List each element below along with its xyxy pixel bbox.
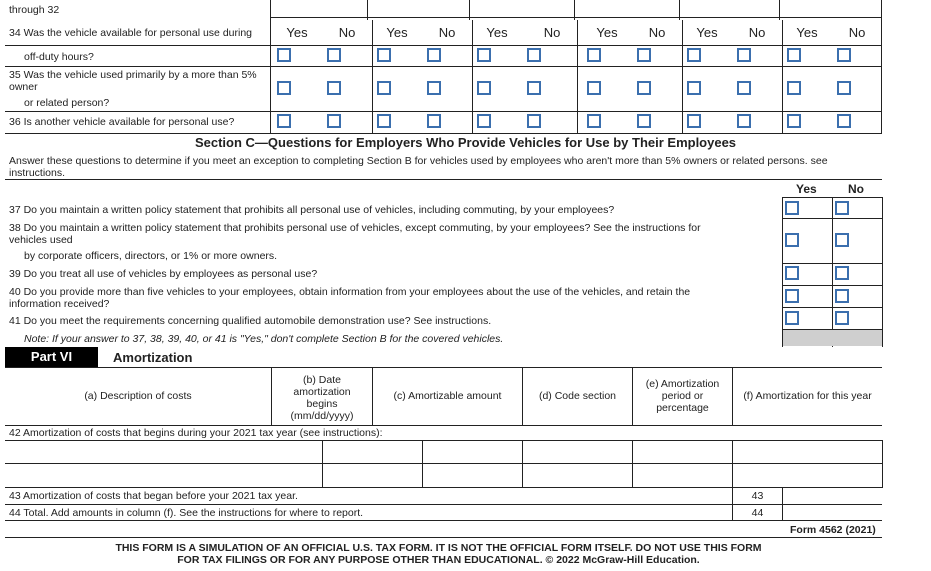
line-36-vehicle-d-no-checkbox[interactable]: [637, 114, 651, 128]
line-36-vehicle-a-no-checkbox[interactable]: [327, 114, 341, 128]
question-39-yes-checkbox[interactable]: [785, 266, 799, 280]
section-c-title: Section C—Questions for Employers Who Provide Vehicles for Use by Their Employees: [194, 135, 737, 150]
question-40-label-cont: information received?: [9, 298, 110, 310]
line-35-vehicle-a-no-checkbox[interactable]: [327, 81, 341, 95]
line-42-row-2-date-input[interactable]: [323, 464, 421, 486]
line-36-vehicle-f-yes-checkbox[interactable]: [787, 114, 801, 128]
line-36-vehicle-e-yes-checkbox[interactable]: [687, 114, 701, 128]
line-36-vehicle-c-no-checkbox[interactable]: [527, 114, 541, 128]
question-41-no-checkbox[interactable]: [835, 311, 849, 325]
line-36-vehicle-b-yes-checkbox[interactable]: [377, 114, 391, 128]
column-e-header-line-3: percentage: [656, 402, 709, 414]
line-42-row-2-amount-input[interactable]: [423, 464, 521, 486]
question-40-no-checkbox[interactable]: [835, 289, 849, 303]
column-e-header-line-1: (e) Amortization: [645, 378, 720, 390]
question-40-yes-checkbox[interactable]: [785, 289, 799, 303]
line-36-vehicle-a-yes-checkbox[interactable]: [277, 114, 291, 128]
line-42-label: 42 Amortization of costs that begins during your 2021 tax year (see instructions):: [9, 427, 383, 439]
section-c-yes-header: Yes: [796, 182, 817, 196]
line-42-row-1-amortization-input[interactable]: [733, 441, 881, 462]
vehicle-e-yes-header: Yes: [696, 25, 718, 40]
line-43-amount-input[interactable]: [783, 488, 881, 503]
column-b-header-line-1: (b) Date: [303, 374, 341, 386]
disclaimer-line-1: THIS FORM IS A SIMULATION OF AN OFFICIAL U.S. TAX FORM. IT IS NOT THE OFFICIAL FORM ITSELF. DO NOT USE THIS FORM: [115, 542, 762, 554]
question-39-no-checkbox[interactable]: [835, 266, 849, 280]
line-34-vehicle-b-yes-checkbox[interactable]: [377, 48, 391, 62]
vehicle-b-yes-header: Yes: [386, 25, 408, 40]
line-34-vehicle-d-yes-checkbox[interactable]: [587, 48, 601, 62]
line-35-label-cont: owner: [9, 81, 38, 93]
column-b-header-line-2: amortization: [293, 386, 351, 398]
line-34-vehicle-c-no-checkbox[interactable]: [527, 48, 541, 62]
vehicle-c-no-header: No: [543, 25, 561, 40]
line-35-vehicle-e-yes-checkbox[interactable]: [687, 81, 701, 95]
line-44-label: 44 Total. Add amounts in column (f). See the instructions for where to report.: [9, 507, 364, 519]
question-38-label-cont2: by corporate officers, directors, or 1% or more owners.: [24, 250, 278, 262]
line-35-label-cont2: or related person?: [24, 97, 110, 109]
line-35-vehicle-f-yes-checkbox[interactable]: [787, 81, 801, 95]
question-37-label: 37 Do you maintain a written policy statement that prohibits all personal use of vehicles, including commuting, by your employees?: [9, 204, 615, 216]
question-41-label: 41 Do you meet the requirements concerning qualified automobile demonstration use? See instructions.: [9, 315, 492, 327]
vehicle-c-yes-header: Yes: [486, 25, 508, 40]
disclaimer-line-2: FOR TAX FILINGS OR FOR ANY PURPOSE OTHER THAN EDUCATIONAL. © 2022 McGraw-Hill Education.: [177, 554, 700, 566]
question-37-no-checkbox[interactable]: [835, 201, 849, 215]
line-35-vehicle-c-no-checkbox[interactable]: [527, 81, 541, 95]
column-b-header-line-4: (mm/dd/yyyy): [290, 410, 354, 422]
line-35-vehicle-d-no-checkbox[interactable]: [637, 81, 651, 95]
line-35-vehicle-f-no-checkbox[interactable]: [837, 81, 851, 95]
line-42-row-2-description-input[interactable]: [6, 464, 321, 486]
line-42-row-1-code-input[interactable]: [523, 441, 631, 462]
column-d-header: (d) Code section: [538, 390, 617, 402]
line-33-tail: through 32: [9, 4, 60, 16]
vehicle-a-yes-header: Yes: [286, 25, 308, 40]
part-vi-title: Amortization: [113, 350, 193, 365]
question-38-yes-checkbox[interactable]: [785, 233, 799, 247]
question-38-no-checkbox[interactable]: [835, 233, 849, 247]
line-34-vehicle-e-yes-checkbox[interactable]: [687, 48, 701, 62]
line-44-number: 44: [751, 507, 764, 519]
column-c-header: (c) Amortizable amount: [393, 390, 502, 402]
section-c-note: Note: If your answer to 37, 38, 39, 40, or 41 is "Yes," don't complete Section B for the covered vehicles.: [24, 333, 504, 345]
vehicle-f-yes-header: Yes: [796, 25, 818, 40]
line-43-number: 43: [751, 490, 764, 502]
line-34-vehicle-a-no-checkbox[interactable]: [327, 48, 341, 62]
column-f-header: (f) Amortization for this year: [743, 390, 872, 402]
section-c-no-header: No: [848, 182, 864, 196]
line-42-row-1-description-input[interactable]: [6, 441, 321, 462]
vehicle-e-no-header: No: [748, 25, 766, 40]
question-41-yes-checkbox[interactable]: [785, 311, 799, 325]
line-34-vehicle-f-no-checkbox[interactable]: [837, 48, 851, 62]
line-34-vehicle-b-no-checkbox[interactable]: [427, 48, 441, 62]
form-id: Form 4562 (2021): [790, 524, 876, 536]
line-44-amount-input[interactable]: [783, 505, 881, 519]
line-35-vehicle-d-yes-checkbox[interactable]: [587, 81, 601, 95]
question-38-label: 38 Do you maintain a written policy statement that prohibits personal use of vehicles, except commuting, by your employees? See the instructions for: [9, 222, 701, 234]
column-e-header-line-2: period or: [661, 390, 704, 402]
line-42-row-1-amount-input[interactable]: [423, 441, 521, 462]
section-c-intro-cont: instructions.: [9, 167, 66, 179]
line-35-vehicle-e-no-checkbox[interactable]: [737, 81, 751, 95]
line-42-row-2-code-input[interactable]: [523, 464, 631, 486]
line-42-row-2-period-input[interactable]: [633, 464, 731, 486]
section-c-intro: Answer these questions to determine if you meet an exception to completing Section B for vehicles used by employees who aren't more than 5% owners or related persons. see: [9, 155, 828, 167]
note-shaded-cell: [783, 330, 882, 346]
question-39-label: 39 Do you treat all use of vehicles by employees as personal use?: [9, 268, 318, 280]
question-40-label: 40 Do you provide more than five vehicles to your employees, obtain information from your employees about the use of the vehicles, and retain the: [9, 286, 691, 298]
line-34-label: 34 Was the vehicle available for personal use during: [9, 27, 253, 39]
line-34-vehicle-a-yes-checkbox[interactable]: [277, 48, 291, 62]
column-b-header: [272, 374, 372, 422]
line-35-vehicle-c-yes-checkbox[interactable]: [477, 81, 491, 95]
line-34-vehicle-e-no-checkbox[interactable]: [737, 48, 751, 62]
line-34-vehicle-f-yes-checkbox[interactable]: [787, 48, 801, 62]
line-35-vehicle-b-yes-checkbox[interactable]: [377, 81, 391, 95]
line-36-vehicle-b-no-checkbox[interactable]: [427, 114, 441, 128]
line-34-vehicle-d-no-checkbox[interactable]: [637, 48, 651, 62]
line-36-vehicle-f-no-checkbox[interactable]: [837, 114, 851, 128]
line-35-vehicle-a-yes-checkbox[interactable]: [277, 81, 291, 95]
line-36-vehicle-e-no-checkbox[interactable]: [737, 114, 751, 128]
line-35-vehicle-b-no-checkbox[interactable]: [427, 81, 441, 95]
vehicle-a-no-header: No: [338, 25, 356, 40]
line-42-row-1-period-input[interactable]: [633, 441, 731, 462]
vehicle-b-no-header: No: [438, 25, 456, 40]
line-43-label: 43 Amortization of costs that began before your 2021 tax year.: [9, 490, 298, 502]
column-a-header: (a) Description of costs: [84, 390, 192, 402]
line-42-row-1-date-input[interactable]: [323, 441, 421, 462]
vehicle-d-no-header: No: [648, 25, 666, 40]
line-36-vehicle-c-yes-checkbox[interactable]: [477, 114, 491, 128]
vehicle-d-yes-header: Yes: [596, 25, 618, 40]
line-42-row-2-amortization-input[interactable]: [733, 464, 881, 486]
line-36-vehicle-d-yes-checkbox[interactable]: [587, 114, 601, 128]
question-37-yes-checkbox[interactable]: [785, 201, 799, 215]
line-35-label: 35 Was the vehicle used primarily by a more than 5%: [9, 69, 257, 81]
line-34-label-cont: off-duty hours?: [24, 51, 94, 63]
question-38-label-cont: vehicles used: [9, 234, 73, 246]
vehicle-f-no-header: No: [848, 25, 866, 40]
column-e-header: [633, 378, 732, 414]
line-34-vehicle-c-yes-checkbox[interactable]: [477, 48, 491, 62]
part-vi-tag-label: Part VI: [30, 349, 73, 364]
part-vi-tag: [5, 347, 98, 367]
line-36-label: 36 Is another vehicle available for personal use?: [9, 116, 235, 128]
column-b-header-line-3: begins: [306, 398, 338, 410]
